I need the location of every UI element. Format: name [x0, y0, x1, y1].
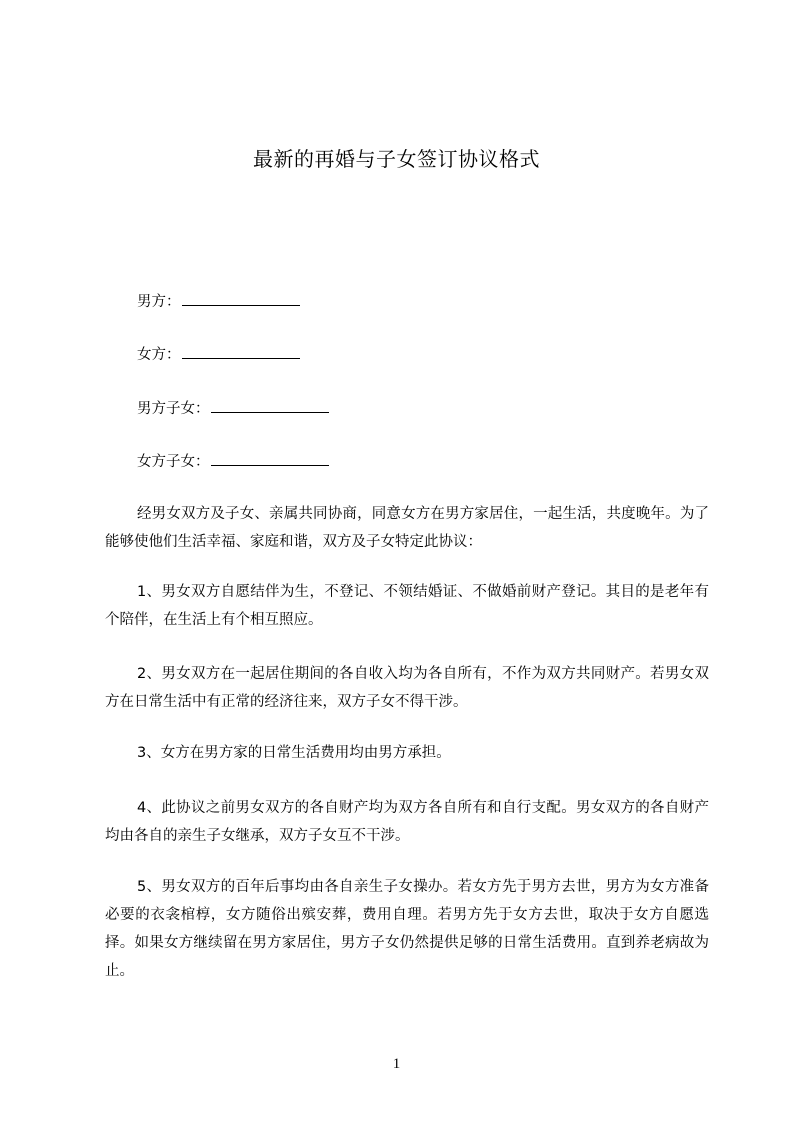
fill-in-blank	[211, 398, 329, 413]
fill-in-blank	[182, 344, 300, 359]
clause-1-paragraph: 1、男女双方自愿结伴为生，不登记、不领结婚证、不做婚前财产登记。其目的是老年有个陪伴，在生活上有个相互照应。	[105, 584, 709, 628]
field-label: 男方子女：	[137, 401, 210, 417]
field-male-children	[137, 398, 329, 419]
document-title: 最新的再婚与子女签订协议格式	[253, 147, 540, 171]
clause-3-paragraph: 3、女方在男方家的日常生活费用均由男方承担。	[137, 745, 451, 761]
fill-in-blank	[211, 451, 329, 466]
clause-5-paragraph: 5、男女双方的百年后事均由各自亲生子女操办。若女方先于男方去世，男方为女方准备必要的衣衾棺椁，女方随俗出殡安葬，费用自理。若男方先于女方去世，取决于女方自愿选择。如果女方继续留在男方家居住，男方子女仍然提供足够的日常生活费用。直到养老病故为止。	[105, 879, 709, 979]
preamble-paragraph: 经男女双方及子女、亲属共同协商，同意女方在男方家居住，一起生活，共度晚年。为了能够使他们生活幸福、家庭和谐，双方及子女特定此协议：	[105, 506, 709, 550]
field-label: 男方：	[137, 294, 181, 310]
clause-4-paragraph: 4、此协议之前男女双方的各自财产均为双方各自所有和自行支配。男女双方的各自财产均由各自的亲生子女继承，双方子女互不干涉。	[105, 800, 709, 844]
page-number: 1	[392, 1056, 401, 1072]
field-female-children	[137, 451, 329, 472]
field-label: 女方：	[137, 347, 181, 363]
field-male-party	[137, 291, 300, 312]
clause-2-paragraph: 2、男女双方在一起居住期间的各自收入均为各自所有，不作为双方共同财产。若男女双方在日常生活中有正常的经济往来，双方子女不得干涉。	[105, 666, 709, 710]
field-female-party	[137, 344, 300, 365]
fill-in-blank	[182, 291, 300, 306]
field-label: 女方子女：	[137, 454, 210, 470]
